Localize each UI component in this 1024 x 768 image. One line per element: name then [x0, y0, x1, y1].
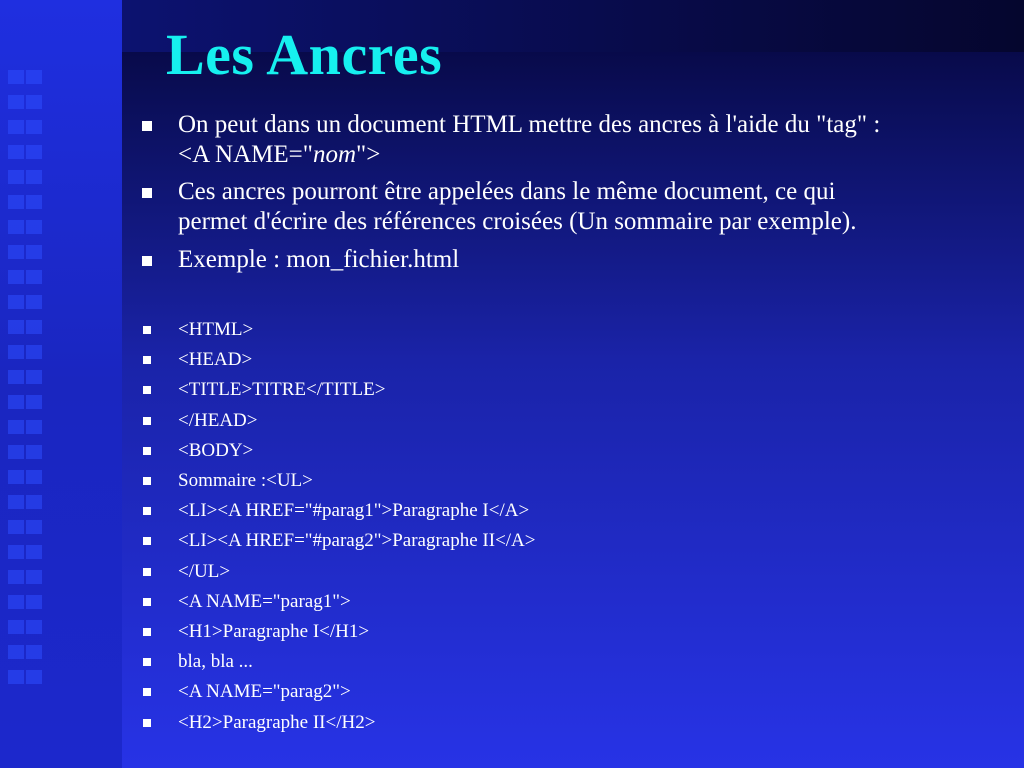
- code-line-item: [140, 470, 1000, 494]
- code-line-text: <H2>Paragraphe II</H2>: [178, 711, 376, 733]
- decor-square: [26, 570, 42, 584]
- decor-square: [8, 420, 24, 434]
- code-line-item: [140, 621, 1000, 645]
- decor-square: [26, 545, 42, 559]
- code-line-item: [140, 681, 1000, 705]
- decor-square: [26, 470, 42, 484]
- square-bullet-icon: [143, 447, 151, 455]
- decor-square: [8, 495, 24, 509]
- decor-square: [8, 145, 24, 159]
- decor-square: [8, 570, 24, 584]
- decor-square: [8, 395, 24, 409]
- decor-square: [26, 370, 42, 384]
- square-bullet-icon: [143, 477, 151, 485]
- code-line-text: bla, bla ...: [178, 651, 253, 673]
- square-bullet-icon: [143, 688, 151, 696]
- decor-square: [26, 270, 42, 284]
- square-bullet-icon: [143, 386, 151, 394]
- code-line-item: [140, 349, 1000, 373]
- decor-square: [8, 270, 24, 284]
- decor-square: [8, 470, 24, 484]
- decor-square: [8, 370, 24, 384]
- code-line-item: [140, 530, 1000, 554]
- code-line-text: <LI><A HREF="#parag2">Paragraphe II</A>: [178, 530, 536, 552]
- decor-square: [26, 520, 42, 534]
- bullet-third: [140, 245, 1000, 275]
- decor-square: [26, 120, 42, 134]
- code-line-item: [140, 440, 1000, 464]
- decor-square: [26, 670, 42, 684]
- bullet-second: [140, 177, 1000, 237]
- decor-square: [26, 320, 42, 334]
- square-bullet-icon: [143, 537, 151, 545]
- code-line-text: <HTML>: [178, 319, 254, 340]
- code-line-text: Sommaire :<UL>: [178, 470, 313, 491]
- code-line-item: [140, 651, 1000, 675]
- decor-square: [8, 645, 24, 659]
- decor-square: [8, 170, 24, 184]
- decor-square: [26, 395, 42, 409]
- intro-line1: On peut dans un document HTML mettre des ancres à l'aide du "tag" :: [178, 111, 881, 138]
- decor-square: [26, 245, 42, 259]
- decor-square: [26, 345, 42, 359]
- decor-square: [8, 620, 24, 634]
- decor-square: [8, 95, 24, 109]
- decor-square: [26, 445, 42, 459]
- square-bullet-icon: [143, 628, 151, 636]
- decorative-squares: [0, 0, 122, 768]
- intro-line2-italic: nom: [312, 141, 356, 168]
- code-line-text: <H1>Paragraphe I</H1>: [178, 621, 370, 642]
- square-bullet-icon: [142, 188, 152, 198]
- decor-square: [26, 95, 42, 109]
- code-line-item: [140, 319, 1000, 343]
- third-text: Exemple : mon_fichier.html: [178, 246, 460, 273]
- code-line-item: [140, 561, 1000, 585]
- slide-title: Les Ancres: [166, 22, 443, 87]
- square-bullet-icon: [143, 598, 151, 606]
- code-line-item: [140, 410, 1000, 434]
- square-bullet-icon: [143, 326, 151, 334]
- code-line-text: <BODY>: [178, 439, 254, 461]
- second-line2: permet d'écrire des références croisées (Un sommaire par exemple).: [178, 208, 857, 235]
- decor-square: [26, 645, 42, 659]
- decor-square: [8, 545, 24, 559]
- bullet-intro: [140, 110, 1000, 170]
- square-bullet-icon: [143, 719, 151, 727]
- square-bullet-icon: [142, 256, 152, 266]
- decor-square: [26, 70, 42, 84]
- decor-square: [8, 520, 24, 534]
- code-line-text: </HEAD>: [178, 409, 258, 431]
- decor-square: [26, 595, 42, 609]
- decor-square: [8, 320, 24, 334]
- square-bullet-icon: [142, 121, 152, 131]
- decor-square: [8, 670, 24, 684]
- intro-line2-suffix: ">: [356, 141, 381, 168]
- code-line-text: <HEAD>: [178, 349, 253, 371]
- code-line-text: <A NAME="parag2">: [178, 681, 351, 703]
- square-bullet-icon: [143, 417, 151, 425]
- decor-square: [8, 345, 24, 359]
- decor-square: [8, 195, 24, 209]
- decor-square: [26, 170, 42, 184]
- code-line-text: <A NAME="parag1">: [178, 590, 351, 612]
- code-line-item: [140, 591, 1000, 615]
- code-line-text: </UL>: [178, 560, 231, 582]
- decor-square: [8, 245, 24, 259]
- decor-square: [8, 595, 24, 609]
- code-line-text: <LI><A HREF="#parag1">Paragraphe I</A>: [178, 500, 530, 522]
- code-line-item: [140, 379, 1000, 403]
- decor-square: [8, 70, 24, 84]
- decor-square: [8, 445, 24, 459]
- decor-square: [26, 145, 42, 159]
- square-bullet-icon: [143, 507, 151, 515]
- code-line-item: [140, 712, 1000, 736]
- intro-line2-prefix: <A NAME=": [178, 141, 313, 168]
- square-bullet-icon: [143, 568, 151, 576]
- square-bullet-icon: [143, 356, 151, 364]
- decor-square: [8, 120, 24, 134]
- decor-square: [26, 495, 42, 509]
- decor-square: [8, 295, 24, 309]
- code-line-text: <TITLE>TITRE</TITLE>: [178, 379, 386, 401]
- decor-square: [26, 195, 42, 209]
- decor-square: [26, 295, 42, 309]
- second-line1: Ces ancres pourront être appelées dans le même document, ce qui: [178, 178, 836, 205]
- decor-square: [26, 620, 42, 634]
- decor-square: [8, 220, 24, 234]
- code-line-item: [140, 500, 1000, 524]
- square-bullet-icon: [143, 658, 151, 666]
- decor-square: [26, 420, 42, 434]
- decor-square: [26, 220, 42, 234]
